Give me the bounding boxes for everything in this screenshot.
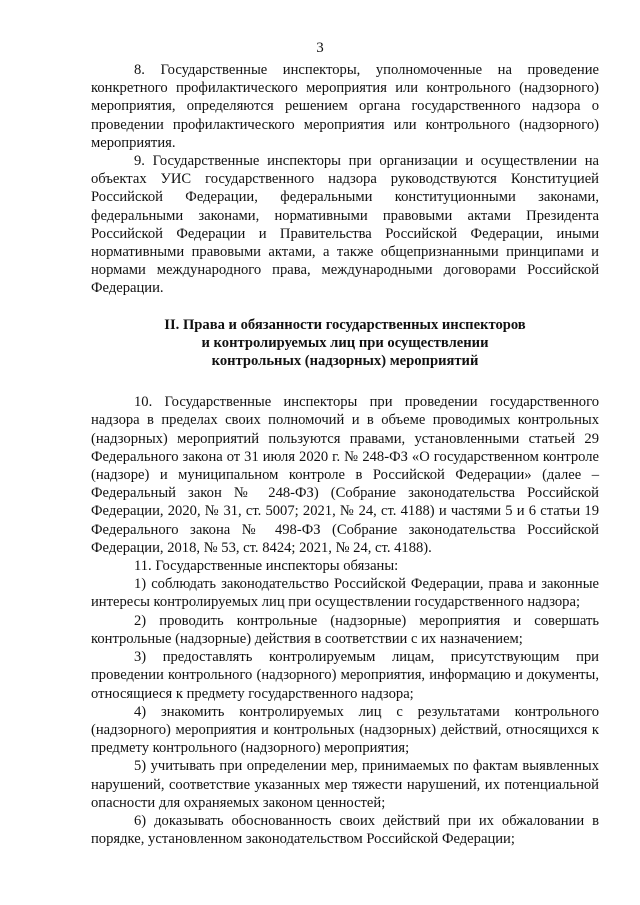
- paragraph-9: 9. Государственные инспекторы при организации и осуществлении на объектах УИС государственного надзора руководствуются Конституцией Российской Федерации, федеральными конституционными законами, федеральными законами, нормативными правовыми актами Президента Российской Федерации и Правительства Российской Федерации, иными нормативными правовыми актами, а также общепризнанными принципами и нормами международного права, международными договорами Российской Федерации.: [91, 153, 599, 297]
- list-item-2: 2) проводить контрольные (надзорные) мероприятия и совершать контрольные (надзорные) действия в соответствии с их назначением;: [91, 612, 599, 647]
- section-heading-line: контрольных (надзорных) мероприятий: [211, 353, 479, 370]
- paragraph-8: 8. Государственные инспекторы, уполномоченные на проведение конкретного профилактического мероприятия или контрольного (надзорного) мероприятия, определяются решением органа государственного надзора о проведении профилактического мероприятия или контрольного (надзорного) мероприятия.: [91, 62, 599, 151]
- section-heading-line: II. Права и обязанности государственных инспекторов: [164, 316, 526, 333]
- list-item-5: 5) учитывать при определении мер, принимаемых по фактам выявленных нарушений, соответствие указанных мер тяжести нарушений, их потенциальной опасности для охраняемых законом ценностей;: [91, 758, 599, 811]
- list-item-4: 4) знакомить контролируемых лиц с результатами контрольного (надзорного) мероприятия и контрольных (надзорных) действий, относящихся к предмету контрольного (надзорного) мероприятия;: [91, 703, 599, 757]
- document-body: [91, 61, 599, 848]
- list-item-6: 6) доказывать обоснованность своих действий при их обжаловании в порядке, установленном законодательством Российской Федерации;: [91, 812, 599, 848]
- section-heading-line: и контролируемых лиц при осуществлении: [201, 334, 489, 351]
- paragraph-10: 10. Государственные инспекторы при проведении государственного надзора в пределах своих полномочий и в объеме проводимых контрольных (надзорных) мероприятий пользуются правами, установленными статьей 29 Федерального закона от 31 июля 2020 г. № 248-ФЗ «О государственном контроле (надзоре) и муниципальном контроле в Российской Федерации» (далее – Федеральный закон № 248-ФЗ) (Собрание законодательства Российской Федерации, 2020, № 31, ст. 5007; 2021, № 24, ст. 4188) и частями 5 и 6 статьи 19 Федерального закона № 498-ФЗ (Собрание законодательства Российской Федерации, 2018, № 53, ст. 8424; 2021, № 24, ст. 4188).: [91, 394, 599, 556]
- paragraph-11: 11. Государственные инспекторы обязаны:: [134, 558, 399, 575]
- list-item-1: 1) соблюдать законодательство Российской Федерации, права и законные интересы контролируемых лиц при осуществлении государственного надзора;: [91, 576, 599, 611]
- list-item-3: 3) предоставлять контролируемым лицам, присутствующим при проведении контрольного (надзорного) мероприятия, информацию и документы, относящиеся к предмету государственного надзора;: [91, 649, 599, 702]
- section-heading: [91, 316, 599, 371]
- page-number: 3: [316, 40, 324, 56]
